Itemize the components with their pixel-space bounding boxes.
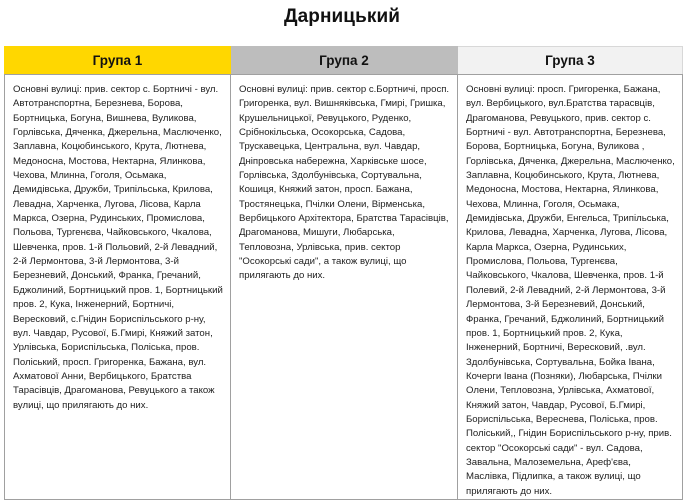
group-2-header: Група 2 (231, 47, 458, 75)
group-1-streets: Основні вулиці: прив. сектор с. Бортничі - вул. Автотранспортна, Березнева, Борова, Бортницька, Богуна, Вишнева, Вуликова, Горлівська, Дяченка, Джерельна, Маслюченко, Заплавна, Коцюбинського, Крута, Лютнева, Медоносна, Мостова, Нектарна, Ялинкова, Чехова, Млинна, Гоголя, Осьмака, Демидівська, Дружби, Трипільська, Крилова, Левадна, Харченка, Лугова, Лісова, Карла Маркса, Озерна, Рудинських, Промислова, Польова, Тургенєва, Чайковського, Чкалова, Шевченка, пров. 1-й Польовий, 2-й Левадний, 2-й Лермонтова, 3-й Лермонтова, 3-й Березневий, Донський, Франка, Гречаний, Бджолиний, Бортницький пров. 1, Бортницький пров. 2, Кука, Інженерний, Бортничі, Вересковий, с.Гнідин Бориспільського р-ну, вул. Чавдар, Русової, Б.Гмирі, Княжий затон, Урлівська, Бориспільська, Поліська, пров. Поліський, просп. Григоренка, Бажана, вул. Ахматової Анни, Вербицького, Братства Тарасівців, Драгоманова, Ревуцького а також вулиці, що прилягають до них. (5, 75, 231, 500)
groups-table (4, 46, 683, 500)
table-row (5, 75, 683, 500)
table-header-row (5, 47, 683, 75)
group-3-header: Група 3 (458, 47, 683, 75)
group-2-streets: Основні вулиці: прив. сектор с.Бортничі, просп. Григоренка, вул. Вишняківська, Гмирі, Гришка, Крушельницької, Ревуцького, Руденко, Срібнокільська, Осокорська, Садова, Трускавецька, Центральна, вул. Чавдар, Дніпровська набережна, Харківське шосе, Горлівська, Здолбунівська, Сортувальна, Кошиця, Княжий затон, просп. Бажана, Тростянецька, Пчілки Олени, Вірменська, Вербицького Архітектора, Братства Тарасівців, Драгоманова, Мишуги, Любарська, Тепловозна, Урлівська, прив. сектор "Осокорські сади", а також вулиці, що прилягають до них. (231, 75, 458, 500)
group-3-streets: Основні вулиці: просп. Григоренка, Бажана, вул. Вербицького, вул.Братства тарасвців, Драгоманова, Ревуцького, прив. сектор с. Бортничі - вул. Автотранспортна, Березнева, Борова, Бортницька, Богуна, Вуликова , Горлівська, Дяченка, Джерельна, Маслюченко, Заплавна, Коцюбинського, Крута, Лютнева, Медоносна, Мостова, Нектарна, Ялинкова, Чехова, Млинна, Гоголя, Осьмака, Демидівська, Дружби, Енгельса, Трипільська, Крилова, Левадна, Харченка, Лугова, Лісова, Карла Маркса, Озерна, Рудинських, Промислова, Польова, Тургенєва, Чайковського, Чкалова, Шевченка, пров. 1-й Полевий, 2-й Левадний, 2-й Лермонтова, 3-й Лермонтова, 3-й Березневий, Донський, Франка, Гречаний, Бджолиний, Бортницький пров. 1, Бортницький пров. 2, Кука, Інженерний, Бортничі, Вересковий, .вул. Здолбунівська, Сортувальна, Бойка Івана, Кочерги Івана (Позняки), Любарська, Пчілки Олени, Тепловозна, Урлівська, Ахматової, Княжий затон, Чавдар, Русової, Б.Гмирі, Бориспільська, Вереснева, Поліська, пров. Поліський,, Гнідин Бориспільського р-ну, прив. сектор "Осокорські сади" - вул. Садова, Завальна, Малоземельна, Ареф'єва, Маслівка, Підлипка, а також вулиці, що прилягають до них. (458, 75, 683, 500)
page-title: Дарницький (283, 6, 401, 27)
group-1-header: Група 1 (5, 47, 231, 75)
